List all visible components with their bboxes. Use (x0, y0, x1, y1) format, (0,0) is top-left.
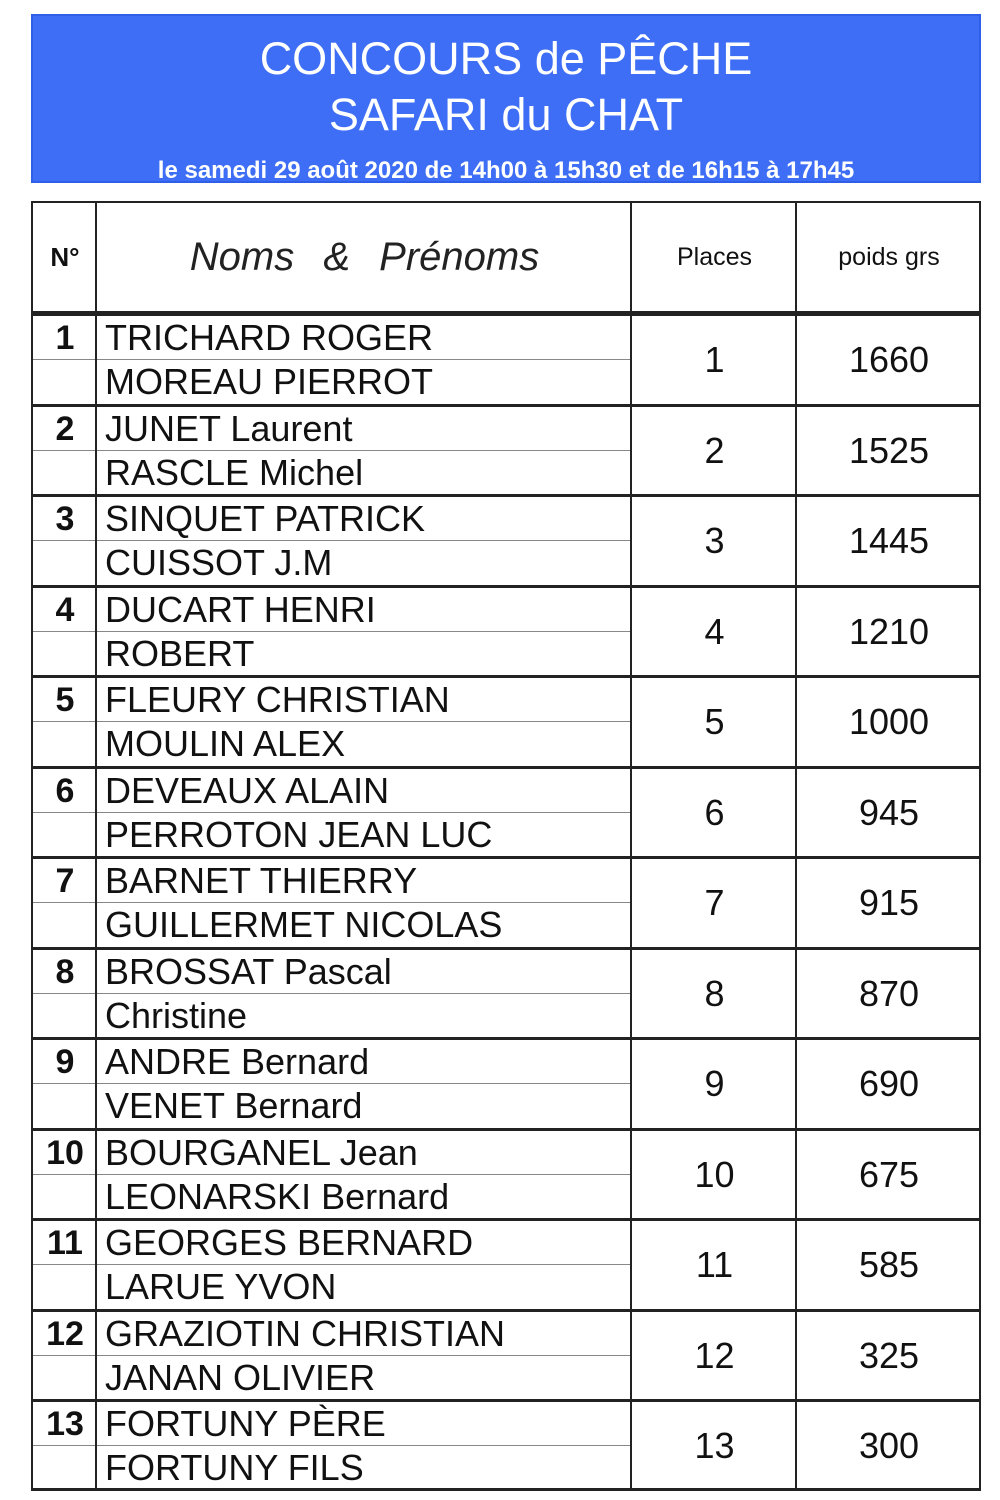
column-divider (795, 1040, 797, 1128)
participant-name-2: LEONARSKI Bernard (105, 1176, 450, 1217)
participant-name-1: BARNET THIERRY (105, 860, 418, 901)
column-divider (795, 1312, 797, 1400)
participant-number: 7 (55, 861, 75, 900)
participant-place: 11 (695, 1244, 734, 1285)
column-divider (795, 316, 797, 404)
column-divider (630, 1040, 632, 1128)
table-row (31, 404, 981, 495)
table-row (31, 856, 981, 947)
column-divider (795, 1221, 797, 1309)
participant-place: 7 (704, 882, 725, 923)
table-row (31, 1399, 981, 1491)
participant-weight: 1210 (848, 611, 930, 652)
participant-name-2: CUISSOT J.M (105, 542, 333, 583)
participant-name-1: BOURGANEL Jean (105, 1132, 418, 1173)
participant-place: 10 (694, 1154, 735, 1195)
participant-weight: 945 (858, 792, 920, 833)
column-header-places: Places (676, 242, 753, 271)
participant-place: 2 (704, 430, 725, 471)
column-divider (630, 950, 632, 1038)
participant-weight: 585 (858, 1244, 920, 1285)
column-divider (630, 1312, 632, 1400)
participant-number: 6 (55, 771, 75, 810)
participant-number: 12 (46, 1314, 84, 1353)
table-row (31, 585, 981, 676)
column-divider (95, 1131, 97, 1219)
column-divider (95, 1040, 97, 1128)
participant-name-2: Christine (105, 995, 248, 1036)
participant-name-2: JANAN OLIVIER (105, 1357, 376, 1398)
participant-number: 9 (55, 1042, 75, 1081)
participant-weight: 675 (858, 1154, 920, 1195)
participant-name-2: ROBERT (105, 633, 255, 674)
participant-weight: 690 (858, 1063, 920, 1104)
column-header-weight: poids grs (838, 242, 940, 271)
column-divider (630, 316, 632, 404)
participant-name-1: GEORGES BERNARD (105, 1222, 474, 1263)
column-divider (95, 203, 97, 311)
column-divider (630, 1131, 632, 1219)
participant-name-1: FORTUNY PÈRE (105, 1403, 386, 1444)
column-divider (95, 1312, 97, 1400)
column-divider (630, 678, 632, 766)
table-row (31, 1218, 981, 1309)
column-divider (95, 1402, 97, 1488)
column-divider (795, 203, 797, 311)
column-divider (795, 950, 797, 1038)
column-divider (95, 678, 97, 766)
participant-weight: 1660 (848, 339, 930, 380)
participant-name-1: FLEURY CHRISTIAN (105, 679, 450, 720)
column-divider (630, 1221, 632, 1309)
participant-weight: 870 (858, 973, 920, 1014)
column-divider (95, 1221, 97, 1309)
column-divider (95, 859, 97, 947)
column-divider (795, 1402, 797, 1488)
table-row (31, 766, 981, 857)
participant-name-2: VENET Bernard (105, 1085, 363, 1126)
column-divider (95, 497, 97, 585)
participant-place: 12 (694, 1335, 735, 1376)
column-divider (795, 678, 797, 766)
column-divider (795, 407, 797, 495)
table-row (31, 1128, 981, 1219)
participant-number: 5 (55, 680, 75, 719)
participant-place: 5 (704, 701, 725, 742)
participant-name-1: BROSSAT Pascal (105, 951, 392, 992)
participant-weight: 1000 (848, 701, 930, 742)
participant-weight: 915 (858, 882, 920, 923)
column-divider (795, 769, 797, 857)
participant-number: 10 (46, 1133, 84, 1172)
participant-number: 8 (55, 952, 75, 991)
column-divider (630, 203, 632, 311)
participant-number: 2 (55, 409, 75, 448)
participant-name-2: FORTUNY FILS (105, 1447, 364, 1488)
participant-number: 1 (55, 318, 75, 357)
participant-number: 4 (55, 590, 75, 629)
event-date-subtitle: le samedi 29 août 2020 de 14h00 à 15h30 et de 16h15 à 17h45 (157, 157, 855, 184)
participant-number: 11 (47, 1223, 83, 1262)
participant-name-2: LARUE YVON (105, 1266, 337, 1307)
column-divider (630, 1402, 632, 1488)
participant-name-2: PERROTON JEAN LUC (105, 814, 493, 855)
participant-place: 8 (704, 973, 725, 1014)
participant-name-1: DEVEAUX ALAIN (105, 770, 390, 811)
table-row (31, 1309, 981, 1400)
column-divider (630, 859, 632, 947)
participant-name-2: MOREAU PIERROT (105, 361, 434, 402)
table-row (31, 494, 981, 585)
column-divider (95, 769, 97, 857)
column-divider (630, 497, 632, 585)
column-divider (95, 316, 97, 404)
title-line-1: CONCOURS de PÊCHE (259, 33, 753, 84)
column-divider (95, 588, 97, 676)
title-line-2: SAFARI du CHAT (328, 89, 684, 140)
column-divider (795, 859, 797, 947)
column-divider (95, 407, 97, 495)
participant-place: 3 (704, 520, 725, 561)
participant-weight: 1445 (848, 520, 930, 561)
participant-number: 13 (46, 1404, 84, 1443)
column-divider (630, 407, 632, 495)
column-divider (95, 950, 97, 1038)
column-divider (630, 769, 632, 857)
participant-place: 6 (704, 792, 725, 833)
table-row (31, 1037, 981, 1128)
participant-name-1: DUCART HENRI (105, 589, 376, 630)
table-row (31, 313, 981, 404)
participant-place: 4 (704, 611, 725, 652)
title-banner (31, 14, 981, 183)
column-divider (795, 588, 797, 676)
participant-name-2: GUILLERMET NICOLAS (105, 904, 503, 945)
table-header (31, 201, 981, 313)
column-divider (795, 497, 797, 585)
table-row (31, 947, 981, 1038)
participant-name-1: GRAZIOTIN CHRISTIAN (105, 1313, 506, 1354)
column-divider (795, 1131, 797, 1219)
participant-place: 9 (704, 1063, 725, 1104)
participant-name-1: JUNET Laurent (105, 408, 353, 449)
participant-number: 3 (55, 499, 75, 538)
participant-name-2: RASCLE Michel (105, 452, 364, 493)
column-divider (630, 588, 632, 676)
column-header-names: Noms & Prénoms (189, 234, 540, 279)
participant-place: 13 (694, 1425, 735, 1466)
participant-name-1: SINQUET PATRICK (105, 498, 426, 539)
participant-weight: 1525 (848, 430, 930, 471)
participant-weight: 325 (858, 1335, 920, 1376)
participant-name-1: TRICHARD ROGER (105, 317, 434, 358)
participant-name-2: MOULIN ALEX (105, 723, 346, 764)
participant-weight: 300 (858, 1425, 920, 1466)
column-header-number: N° (50, 241, 80, 272)
participant-place: 1 (704, 339, 725, 380)
table-row (31, 675, 981, 766)
participant-name-1: ANDRE Bernard (105, 1041, 370, 1082)
